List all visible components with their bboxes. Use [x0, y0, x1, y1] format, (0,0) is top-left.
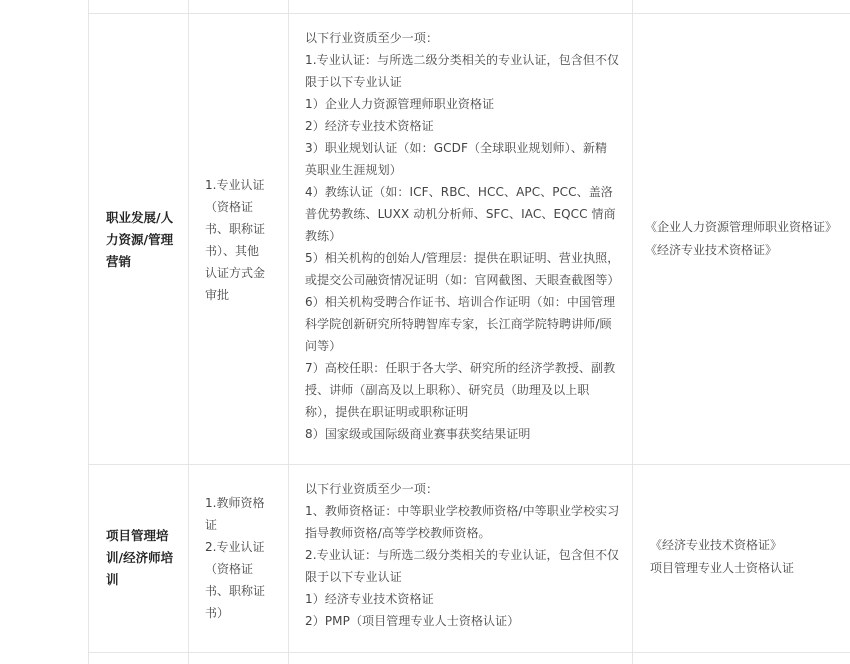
requirement-line: 以下行业资质至少一项： — [305, 31, 439, 45]
table-border-col2 — [288, 0, 289, 664]
cert-type-line: 证 — [205, 518, 218, 532]
requirement-line: 5）相关机构的创始人/管理层：提供在职证明、营业执照， — [305, 251, 620, 265]
requirement-line: 1、教师资格证：中等职业学校教师资格/中等职业学校实习 — [305, 504, 620, 518]
requirement-line: 6）相关机构受聘合作证书、培训合作证明（如：中国管理 — [305, 295, 616, 309]
cert-type-line: （资格证 — [205, 562, 254, 576]
category-line: 职业发展/人 — [106, 210, 174, 225]
cert-type-line: 书、职称证 — [205, 222, 266, 236]
certificates-cell — [650, 534, 850, 580]
category-cell — [106, 525, 178, 591]
category-cell — [106, 207, 178, 273]
requirement-line: 1）企业人力资源管理师职业资格证 — [305, 97, 495, 111]
category-line: 训/经济师培 — [106, 550, 174, 565]
cert-type-line: 1.教师资格 — [205, 496, 265, 510]
requirement-line: 2）经济专业技术资格证 — [305, 119, 434, 133]
table-border-col3 — [632, 0, 633, 664]
requirement-line: 7）高校任职：任职于各大学、研究所的经济学教授、副教 — [305, 361, 616, 375]
category-line: 项目管理培 — [106, 528, 169, 543]
cert-type-line: 审批 — [205, 288, 230, 302]
table-border-left — [88, 0, 89, 664]
category-line: 营销 — [106, 254, 132, 269]
certificate-item: 《企业人力资源管理师职业资格证》 — [645, 220, 838, 234]
requirement-line: 教练） — [305, 229, 342, 243]
requirement-line: 或提交公司融资情况证明（如：官网截图、天眼查截图等） — [305, 273, 620, 287]
certificate-item: 《经济专业技术资格证》 — [645, 243, 778, 257]
requirements-cell — [305, 27, 623, 445]
requirement-line: 限于以下专业认证 — [305, 570, 402, 584]
certificate-item: 项目管理专业人士资格认证 — [650, 561, 795, 575]
requirement-line: 科学院创新研究所特聘智库专家，长江商学院特聘讲师/顾 — [305, 317, 612, 331]
requirement-line: 指导教师资格/高等学校教师资格。 — [305, 526, 491, 540]
requirement-line: 4）教练认证（如：ICF、RBC、HCC、APC、PCC、盖洛 — [305, 185, 613, 199]
cert-type-line: 2.专业认证 — [205, 540, 265, 554]
requirement-line: 问等） — [305, 339, 342, 353]
cert-type-cell — [205, 174, 273, 306]
table-border-col1 — [188, 0, 189, 664]
cert-type-cell — [205, 492, 273, 624]
requirement-line: 授、讲师（副高及以上职称）、研究员（助理及以上职 — [305, 383, 590, 397]
requirement-line: 英职业生涯规划） — [305, 163, 402, 177]
category-line: 训 — [106, 572, 119, 587]
requirement-line: 1.专业认证：与所选二级分类相关的专业认证，包含但不仅 — [305, 53, 620, 67]
requirement-line: 普优势教练、LUXX 动机分析师、SFC、IAC、EQCC 情商 — [305, 207, 616, 221]
cert-type-line: 1.专业认证 — [205, 178, 265, 192]
table-row-divider — [88, 464, 850, 465]
requirement-line: 8）国家级或国际级商业赛事获奖结果证明 — [305, 427, 531, 441]
requirement-line: 3）职业规划认证（如：GCDF（全球职业规划师）、新精 — [305, 141, 608, 155]
requirement-line: 2）PMP（项目管理专业人士资格认证） — [305, 614, 520, 628]
certificate-item: 《经济专业技术资格证》 — [650, 538, 783, 552]
requirements-cell — [305, 478, 623, 632]
certificates-cell — [645, 216, 845, 262]
table-row-divider-bottom — [88, 652, 850, 653]
requirement-line: 限于以下专业认证 — [305, 75, 402, 89]
cert-type-line: 书） — [205, 606, 230, 620]
table-row-divider-top — [88, 13, 850, 14]
category-line: 力资源/管理 — [106, 232, 174, 247]
cert-type-line: 书、职称证 — [205, 584, 266, 598]
cert-type-line: 书）、其他 — [205, 244, 260, 258]
cert-type-line: （资格证 — [205, 200, 254, 214]
requirement-line: 1）经济专业技术资格证 — [305, 592, 434, 606]
cert-type-line: 认证方式金 — [205, 266, 266, 280]
requirement-line: 以下行业资质至少一项： — [305, 482, 439, 496]
requirement-line: 2.专业认证：与所选二级分类相关的专业认证，包含但不仅 — [305, 548, 620, 562]
requirement-line: 称），提供在职证明或职称证明 — [305, 405, 469, 419]
